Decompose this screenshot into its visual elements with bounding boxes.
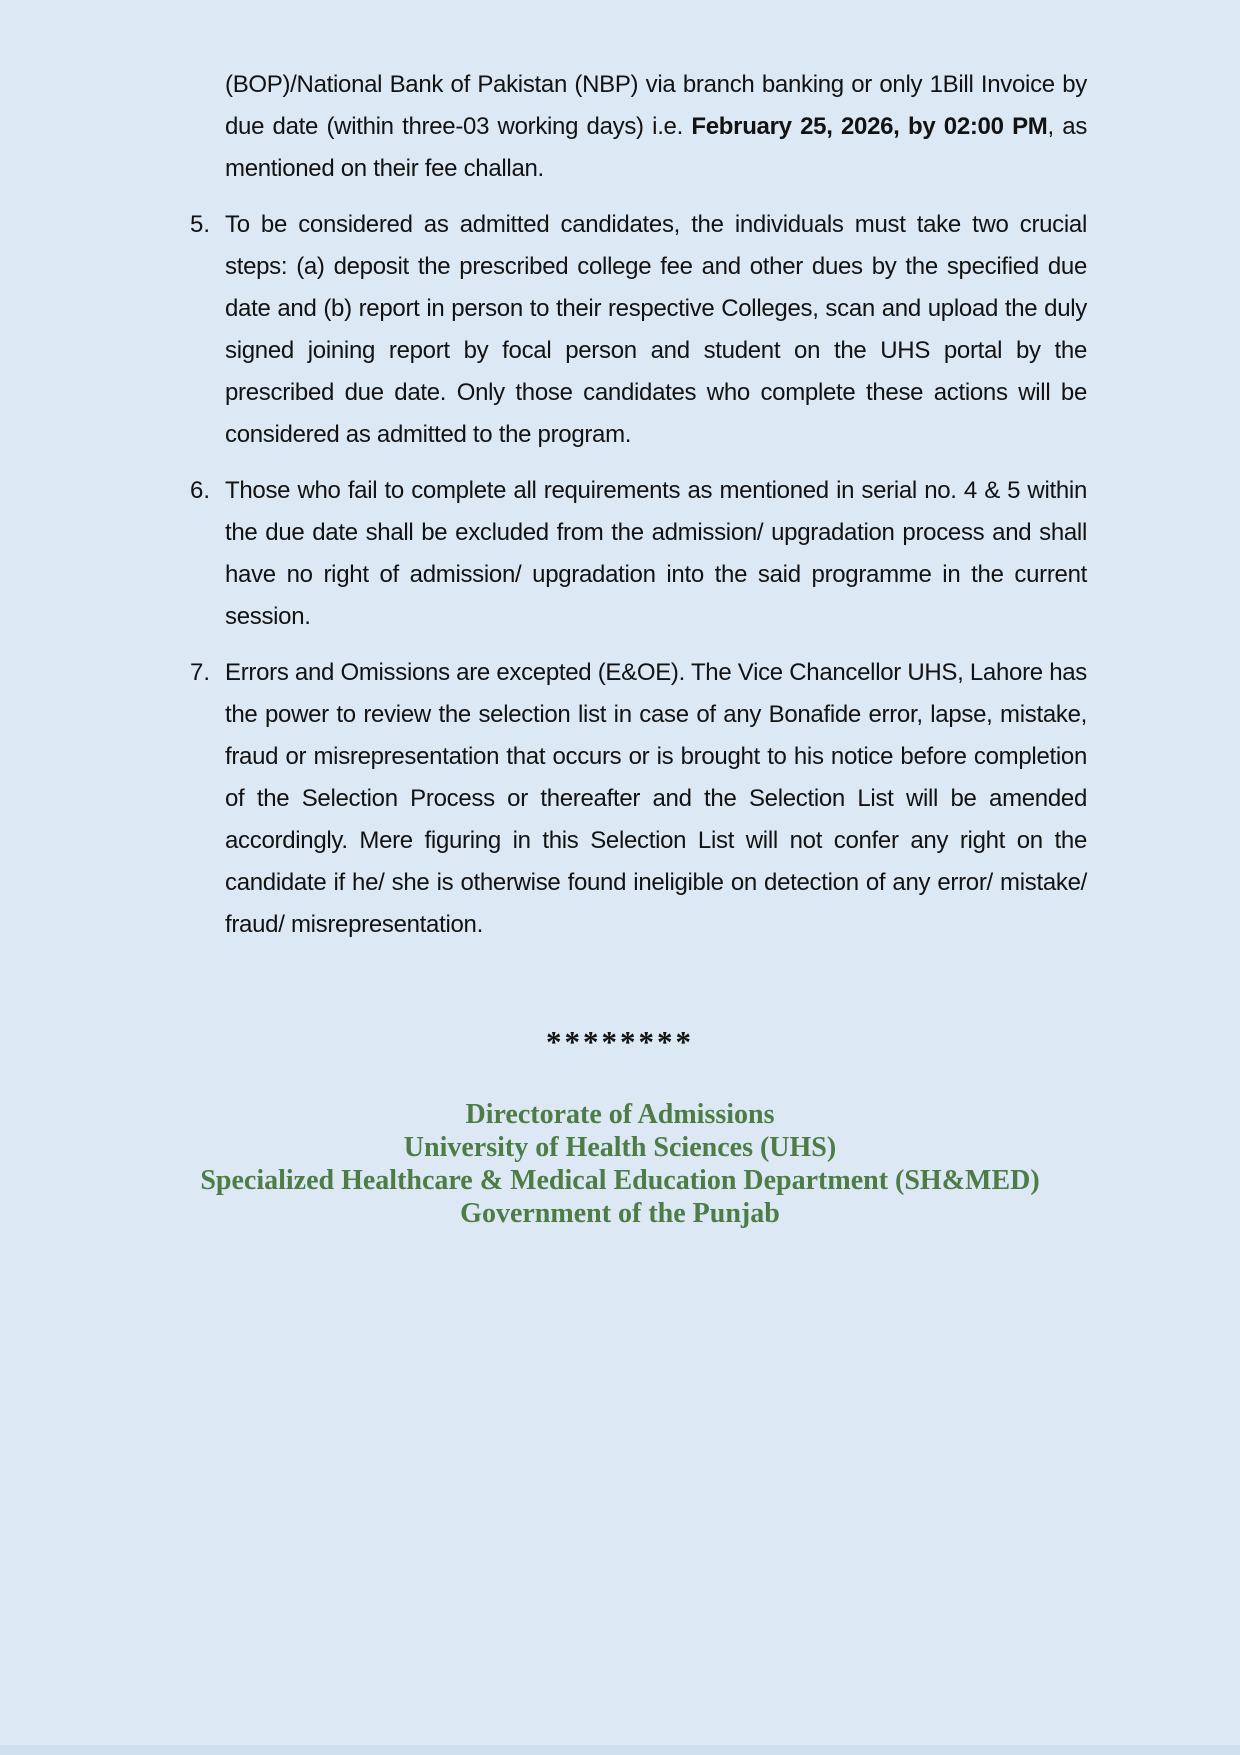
asterisk-separator: ******** xyxy=(546,1024,694,1059)
intro-paragraph xyxy=(225,64,1087,190)
footer-government: Government of the Punjab xyxy=(460,1198,780,1229)
list-item-5-number: 5. xyxy=(190,211,211,238)
footer-university: University of Health Sciences (UHS) xyxy=(403,1132,837,1163)
footer-directorate: Directorate of Admissions xyxy=(465,1099,775,1130)
list-item-5-text: To be considered as admitted candidates, the individuals must take two crucial steps: (a) deposit the prescribed college fee and other dues by the specified due date and (b) report in person to their respective Colleges, scan and upload the duly signed joining report by focal person and student on the UHS portal by the prescribed due date. Only those candidates who complete these actions will be considered as admitted to the program. xyxy=(225,211,1087,448)
list-item-7-text: Errors and Omissions are excepted (E&OE). The Vice Chancellor UHS, Lahore has the power to review the selection list in case of any Bonafide error, lapse, mistake, fraud or misrepresentation that occurs or is brought to his notice before completion of the Selection Process or thereafter and the Selection List will be amended accordingly. Mere figuring in this Selection List will not confer any right on the candidate if he/ she is otherwise found ineligible on detection of any error/ mistake/ fraud/ misrepresentation. xyxy=(225,659,1087,938)
signature-block xyxy=(110,1098,1130,1230)
intro-text-end: , as mentioned on their fee challan. xyxy=(225,113,1088,182)
list-item-7-number: 7. xyxy=(190,659,211,686)
list-item-6-text: Those who fail to complete all requirements as mentioned in serial no. 4 & 5 within the due date shall be excluded from the admission/ upgradation process and shall have no right of admission/ upgradation into the said programme in the current session. xyxy=(225,477,1087,630)
list-item-6-number: 6. xyxy=(190,477,211,504)
list-item-5 xyxy=(190,204,1087,456)
body-text xyxy=(190,64,1088,946)
intro-deadline-bold: February 25, 2026, by 02:00 PM xyxy=(691,113,1048,140)
intro-text-start: (BOP)/National Bank of Pakistan (NBP) via branch banking or only 1Bill Invoice by due date (within three-03 working days) i.e. xyxy=(225,71,1087,140)
footer-department: Specialized Healthcare & Medical Education Department (SH&MED) xyxy=(200,1165,1040,1196)
list-item-6 xyxy=(190,470,1087,638)
list-item-7 xyxy=(190,652,1087,946)
page-bottom-edge xyxy=(0,1745,1240,1755)
